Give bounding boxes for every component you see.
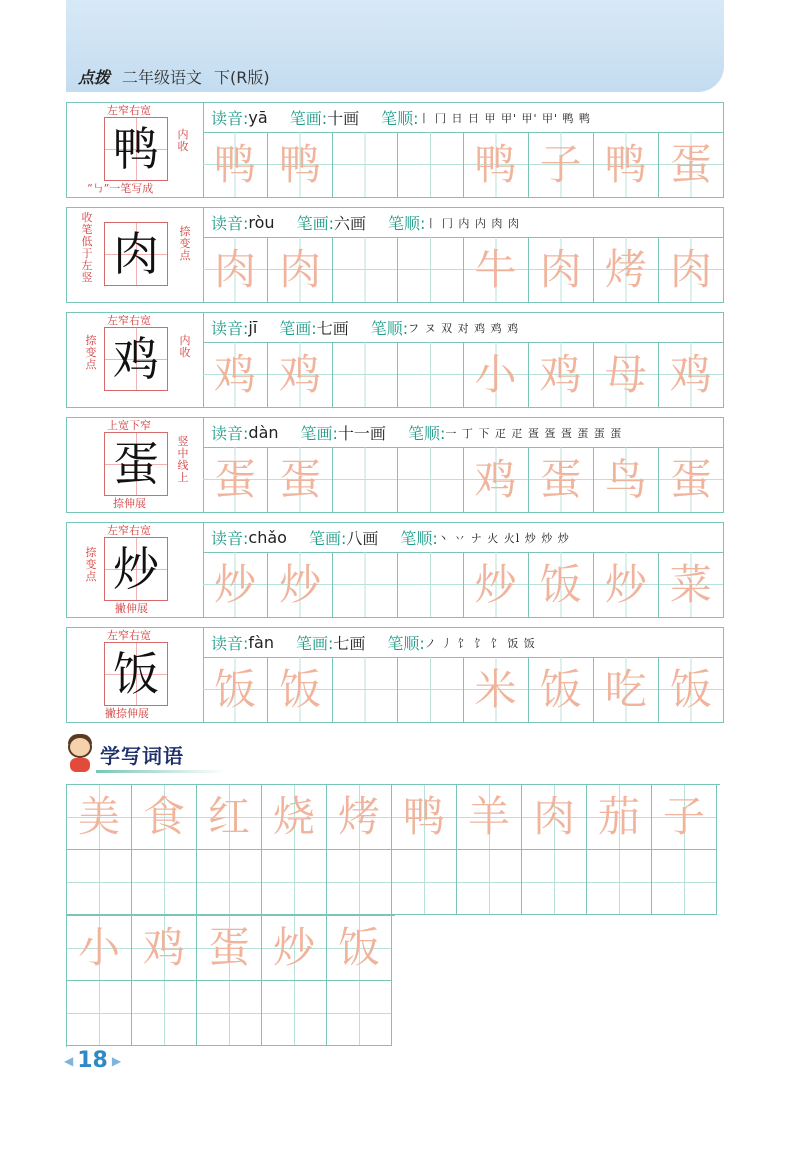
practice-cell[interactable]: 鸭 [203,132,268,197]
annotation: 撇伸展 [115,602,148,615]
practice-cell[interactable] [333,132,398,197]
annotation: 收笔低于左竖 [81,211,93,284]
practice-row [203,132,723,197]
practice-cell[interactable]: 鸡 [464,447,529,512]
practice-cell[interactable]: 炒 [464,552,529,617]
practice-cell[interactable]: 饭 [203,657,268,722]
practice-cell[interactable] [333,342,398,407]
char-entry-chao [66,522,724,618]
info-row [203,208,723,238]
info-row [203,523,723,553]
char-box [67,418,204,512]
word-cell[interactable]: 烤 [327,785,392,850]
word-cell[interactable]: 小 [67,916,132,981]
word-cell-blank[interactable] [132,981,197,1046]
practice-cell[interactable]: 菜 [659,552,723,617]
strokes-label: 笔画: [300,424,338,443]
annotation: 捺伸展 [113,497,146,510]
word-grid-2 [66,915,395,1047]
model-char: 鸡 [113,332,159,386]
practice-cell[interactable]: 鸭 [464,132,529,197]
order-label: 笔顺: [387,214,426,233]
char-box [67,103,204,197]
info-row [203,418,723,448]
word-cell[interactable]: 红 [197,785,262,850]
word-cell-blank[interactable] [587,850,652,915]
practice-cell[interactable]: 鸡 [529,342,594,407]
order-label: 笔顺: [381,109,419,128]
practice-cell[interactable]: 牛 [464,237,529,302]
char-box [67,523,204,617]
pinyin-label: 读音: [211,529,249,548]
tianzige-grid [104,117,168,181]
strokes-label: 笔画: [295,634,334,653]
practice-cell[interactable]: 蛋 [268,447,333,512]
practice-cell[interactable]: 蛋 [659,447,723,512]
order-label: 笔顺: [370,319,409,338]
practice-cell[interactable]: 炒 [594,552,659,617]
practice-cell[interactable]: 饭 [659,657,723,722]
strokes-label: 笔画: [289,109,328,128]
practice-cell[interactable]: 饭 [268,657,333,722]
brand-logo: 点拨 [78,67,111,87]
page-number [64,1048,121,1073]
annotation: 内收 [179,334,191,359]
annotation: 捺变点 [179,225,191,262]
word-cell-blank[interactable] [67,981,132,1046]
subject-label: 二年级语文 [122,67,203,87]
practice-cell[interactable]: 吃 [594,657,659,722]
order-label: 笔顺: [407,424,446,443]
word-cell[interactable]: 蛋 [197,916,262,981]
pinyin-label: 读音: [211,634,249,653]
info-row [203,313,723,343]
practice-cell[interactable] [398,342,463,407]
tianzige-grid [104,642,168,706]
pinyin-value: dàn [248,423,279,442]
page-header [78,64,270,88]
section-title-label: 学写词语 [100,743,184,768]
practice-cell[interactable] [333,447,398,512]
tianzige-grid [104,432,168,496]
annotation: 捺变点 [85,334,97,371]
practice-cell[interactable]: 鸟 [594,447,659,512]
strokes-value: 十画 [327,109,360,128]
word-cell[interactable]: 羊 [457,785,522,850]
strokes-value: 八画 [346,529,379,548]
annotation: “㇉”一笔写成 [87,182,154,195]
practice-cell[interactable]: 饭 [529,657,594,722]
practice-row [203,552,723,617]
char-entry-ya [66,102,724,198]
model-char: 鸭 [113,122,159,176]
strokes-label: 笔画: [279,319,317,338]
order-label: 笔顺: [400,529,438,548]
tianzige-grid [104,537,168,601]
practice-cell[interactable] [333,657,398,722]
model-char: 肉 [113,227,159,281]
annotation: 左窄右宽 [107,629,151,642]
practice-cell[interactable]: 鸡 [203,342,268,407]
chevron-right-icon: ▶ [111,1053,122,1068]
practice-cell[interactable]: 肉 [529,237,594,302]
strokes-label: 笔画: [296,214,334,233]
practice-row [203,342,723,407]
word-cell-blank[interactable] [262,981,327,1046]
pinyin-label: 读音: [211,109,249,128]
tianzige-grid [104,222,168,286]
word-cell-blank[interactable] [132,850,197,915]
annotation: 内收 [177,128,189,153]
pinyin-value: jī [248,318,258,337]
pinyin-value: fàn [248,633,274,652]
practice-cell[interactable] [398,657,463,722]
chevron-left-icon: ◀ [64,1053,74,1068]
annotation: 捺变点 [85,546,97,583]
annotation: 左窄右宽 [107,524,151,537]
stroke-order: ノ 丿 饣 饣 饣 饭 饭 [424,636,536,650]
word-cell-blank[interactable] [67,850,132,915]
practice-cell[interactable]: 肉 [659,237,723,302]
word-cell-blank[interactable] [327,981,392,1046]
strokes-value: 六画 [333,214,366,233]
word-cell-blank[interactable] [197,850,262,915]
word-cell-blank[interactable] [197,981,262,1046]
word-cell[interactable]: 烧 [262,785,327,850]
char-box [67,313,204,407]
word-cell[interactable]: 食 [132,785,197,850]
strokes-value: 七画 [316,319,349,338]
practice-row [203,447,723,512]
word-cell-blank[interactable] [522,850,587,915]
pinyin-label: 读音: [211,424,249,443]
annotation: 左窄右宽 [107,314,151,327]
practice-cell[interactable]: 鸭 [594,132,659,197]
order-label: 笔顺: [387,634,425,653]
word-cell-blank[interactable] [392,850,457,915]
word-cell[interactable]: 肉 [522,785,587,850]
practice-cell[interactable]: 米 [464,657,529,722]
practice-cell[interactable] [333,552,398,617]
strokes-label: 笔画: [308,529,347,548]
pinyin-value: ròu [248,213,275,232]
volume-label: 下(R版) [214,67,270,87]
practice-cell[interactable] [398,237,463,302]
practice-cell[interactable] [398,552,463,617]
page-number-value: 18 [77,1048,108,1073]
model-char: 蛋 [113,437,159,491]
stroke-order: 一 丁 下 疋 疋 疍 疍 疍 蛋 蛋 蛋 [445,426,623,440]
stroke-order: 丨 冂 日 日 甲 甲' 甲' 甲' 鸭 鸭 [418,111,592,125]
model-char: 饭 [113,647,159,701]
pinyin-value: chǎo [248,528,287,547]
annotation: 撇捺伸展 [105,707,149,720]
model-char: 炒 [113,542,159,596]
stroke-order: フ ヌ 双 对 鸡 鸡 鸡 [408,321,520,335]
word-cell[interactable]: 子 [652,785,717,850]
word-cell[interactable]: 美 [67,785,132,850]
info-row [203,628,723,658]
word-cell-blank[interactable] [327,850,392,915]
word-cell[interactable]: 鸡 [132,916,197,981]
word-cell[interactable]: 茄 [587,785,652,850]
word-cell[interactable]: 饭 [327,916,392,981]
practice-cell[interactable]: 炒 [268,552,333,617]
practice-cell[interactable]: 子 [529,132,594,197]
practice-cell[interactable]: 蛋 [203,447,268,512]
annotation: 左窄右宽 [107,104,151,117]
practice-cell[interactable]: 母 [594,342,659,407]
practice-cell[interactable]: 鸡 [659,342,723,407]
stroke-order: 丨 冂 内 内 肉 肉 [425,216,520,230]
word-cell[interactable]: 鸭 [392,785,457,850]
tianzige-grid [104,327,168,391]
practice-cell[interactable]: 鸡 [268,342,333,407]
strokes-value: 十一画 [337,424,386,443]
practice-cell[interactable] [398,447,463,512]
pinyin-label: 读音: [211,214,249,233]
strokes-value: 七画 [333,634,366,653]
practice-cell[interactable]: 肉 [203,237,268,302]
char-entry-ji [66,312,724,408]
word-cell-blank[interactable] [652,850,717,915]
practice-cell[interactable]: 肉 [268,237,333,302]
word-cell-blank[interactable] [457,850,522,915]
char-box [67,628,204,722]
practice-cell[interactable]: 蛋 [529,447,594,512]
practice-cell[interactable]: 鸭 [268,132,333,197]
annotation: 上宽下窄 [107,419,151,432]
info-row [203,103,723,133]
mascot-icon [62,734,96,774]
char-entry-fan [66,627,724,723]
practice-cell[interactable] [398,132,463,197]
practice-cell[interactable]: 蛋 [659,132,723,197]
practice-row [203,657,723,722]
annotation: 竖中线上 [177,435,189,484]
practice-cell[interactable] [333,237,398,302]
pinyin-value: yā [248,108,268,127]
word-grid-1 [66,784,720,916]
char-entry-rou [66,207,724,303]
stroke-order: 丶 丷 ナ 火 火l 炒 炒 炒 [437,531,570,545]
char-entry-dan [66,417,724,513]
char-box [67,208,204,302]
practice-cell[interactable]: 饭 [529,552,594,617]
practice-cell[interactable]: 炒 [203,552,268,617]
practice-cell[interactable]: 烤 [594,237,659,302]
word-cell[interactable]: 炒 [262,916,327,981]
practice-row [203,237,723,302]
practice-cell[interactable]: 小 [464,342,529,407]
word-cell-blank[interactable] [262,850,327,915]
title-underline [96,770,226,773]
pinyin-label: 读音: [211,319,249,338]
